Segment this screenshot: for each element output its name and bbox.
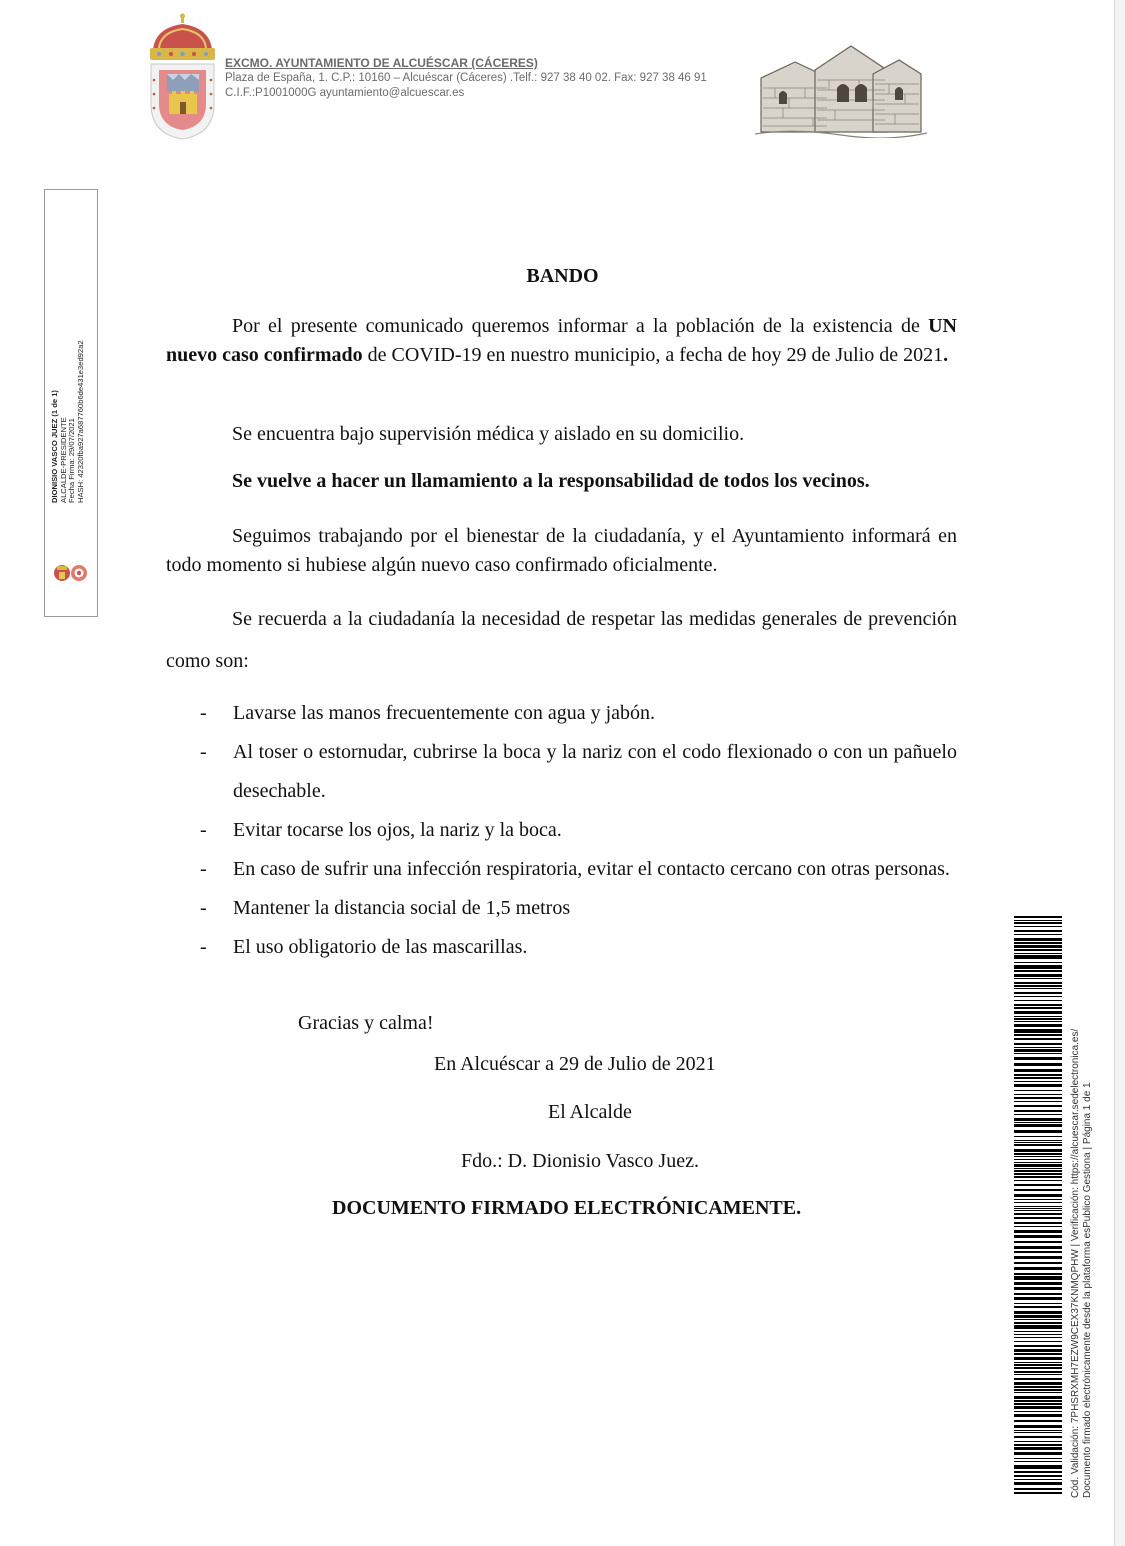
- p1-end-period: .: [943, 344, 949, 366]
- header-cif-email: C.I.F.:P1001000G ayuntamiento@alcuescar.es: [225, 87, 465, 99]
- paragraph-prevention-intro: Se recuerda a la ciudadanía la necesidad de respetar las medidas generales de prevención como son:: [166, 608, 957, 672]
- p1-text-b: de COVID-19 en nuestro municipio, a fecha de hoy 29 de Julio de 2021: [362, 344, 944, 366]
- header-organization-name: EXCMO. AYUNTAMIENTO DE ALCUÉSCAR (CÁCERES): [225, 56, 538, 70]
- document-title: BANDO: [526, 265, 599, 287]
- verification-line-1: Cód. Validación: 7PHSRXMH7EZW9CEX37KNMQPHW | Verificación: https://alcuescar.sedelectronica.es/: [1070, 1028, 1081, 1498]
- page-edge: [1114, 0, 1125, 1546]
- p1-text-bold: UN nuevo caso confirmado: [166, 315, 957, 366]
- list-item: - Evitar tocarse los ojos, la nariz y la boca.: [166, 811, 957, 850]
- place-and-date: En Alcuéscar a 29 de Julio de 2021: [434, 1053, 716, 1075]
- paragraph-call-responsibility: Se vuelve a hacer un llamamiento a la responsabilidad de todos los vecinos.: [232, 470, 870, 492]
- list-item: - Mantener la distancia social de 1,5 metros: [166, 889, 957, 928]
- stamp-role: ALCALDE-PRESIDENTE: [58, 417, 68, 503]
- stamp-hash: HASH: 42320fba927a687760b6de431e3ed92a2: [75, 340, 85, 503]
- coat-of-arms-logo: [145, 12, 220, 140]
- signer-name: Fdo.: D. Dionisio Vasco Juez.: [461, 1150, 699, 1172]
- paragraph-supervision: Se encuentra bajo supervisión médica y aislado en su domicilio.: [232, 423, 745, 445]
- electronic-signature-note: DOCUMENTO FIRMADO ELECTRÓNICAMENTE.: [332, 1197, 802, 1219]
- header-address: Plaza de España, 1. C.P.: 10160 – Alcuéscar (Cáceres) .Telf.: 927 38 40 02. Fax: 927 38 46 91: [225, 72, 707, 84]
- church-illustration: [755, 40, 927, 138]
- prevention-measures-list: [166, 694, 957, 967]
- signature-stamp-text: [51, 340, 85, 503]
- list-item: - El uso obligatorio de las mascarillas.: [166, 928, 957, 967]
- p1-text-a: Por el presente comunicado queremos informar a la población de la existencia de: [232, 315, 929, 337]
- stamp-date: Fecha Firma: 29/07/2021: [67, 418, 77, 503]
- list-item: - Al toser o estornudar, cubrirse la boca y la nariz con el codo flexionado o con un pañuelo desechable.: [166, 733, 957, 811]
- validation-barcode: [1014, 916, 1062, 1498]
- list-item: - En caso de sufrir una infección respiratoria, evitar el contacto cercano con otras personas.: [166, 850, 957, 889]
- verification-line-2: Documento firmado electrónicamente desde la plataforma esPublico Gestiona | Página 1 de 1: [1082, 1082, 1093, 1498]
- paragraph-announcement: [166, 312, 957, 370]
- closing-thanks: Gracias y calma!: [298, 1012, 434, 1034]
- signer-title: El Alcalde: [548, 1101, 632, 1123]
- stamp-logo-icons: [52, 563, 90, 583]
- verification-text: [1070, 1029, 1094, 1498]
- paragraph-wellbeing: Seguimos trabajando por el bienestar de la ciudadanía, y el Ayuntamiento informará en todo momento si hubiese algún nuevo caso confirmado oficialmente.: [166, 525, 957, 576]
- stamp-signer: DIONISIO VASCO JUEZ (1 de 1): [50, 390, 59, 503]
- list-item: - Lavarse las manos frecuentemente con agua y jabón.: [166, 694, 957, 733]
